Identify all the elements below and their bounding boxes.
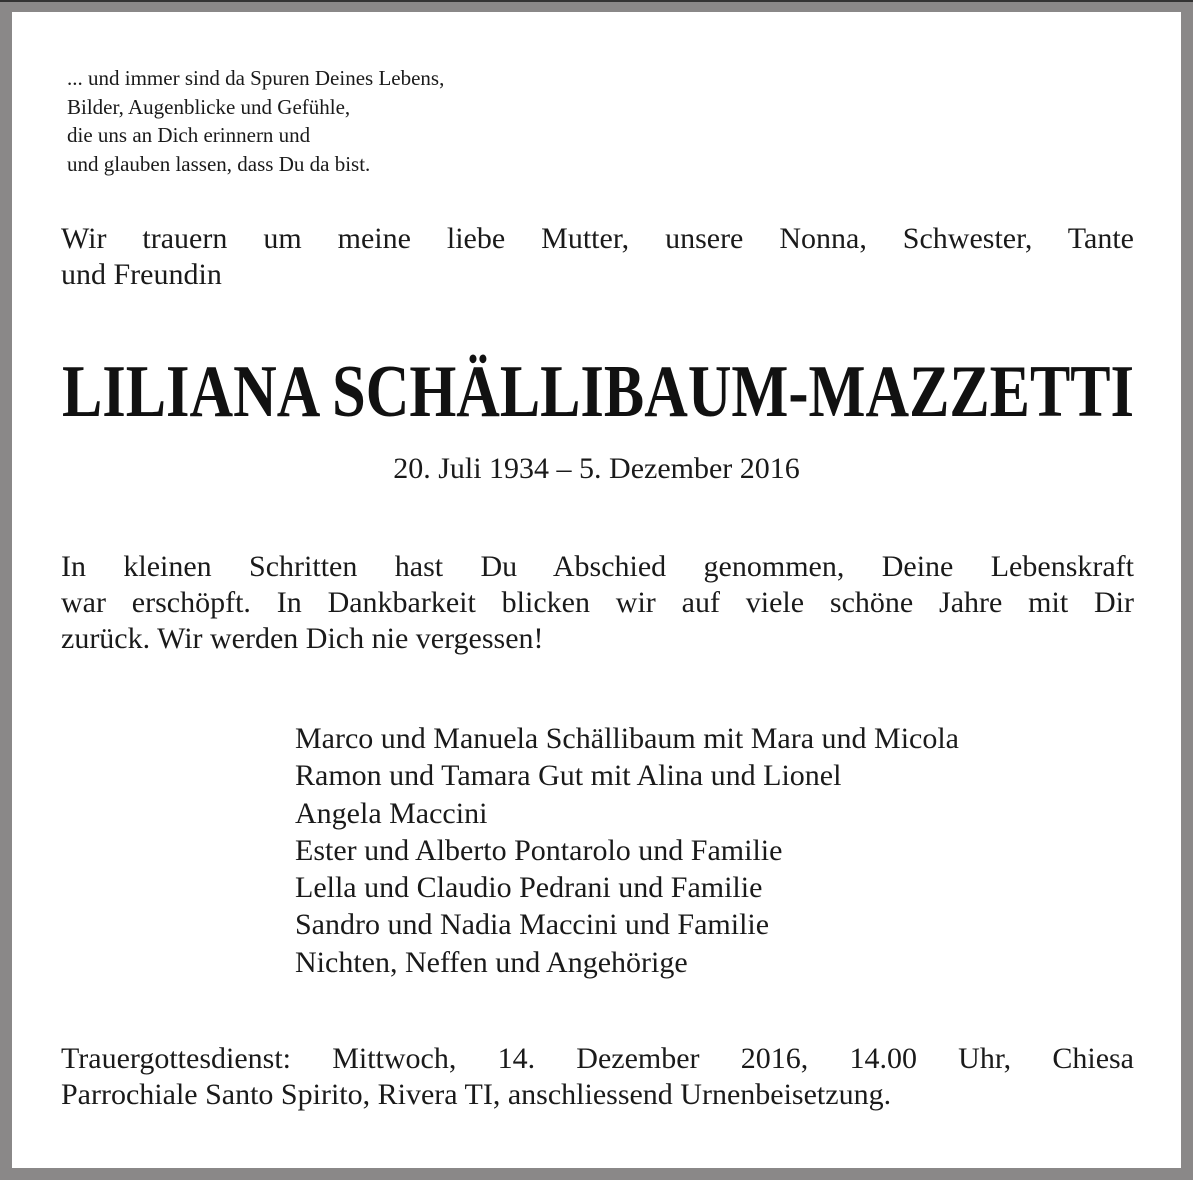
mourners-list (295, 720, 959, 981)
service-info (61, 1041, 1134, 1113)
life-dates: 20. Juli 1934 – 5. Dezember 2016 (393, 452, 800, 485)
mourner: Sandro und Nadia Maccini und Familie (295, 908, 770, 942)
farewell-message (61, 549, 1134, 657)
mourner: Marco und Manuela Schällibaum mit Mara und Micola (295, 722, 959, 755)
deceased-name (62, 352, 1134, 432)
deceased-name-text: LILIANA SCHÄLLIBAUM-MAZZETTI (62, 351, 1134, 433)
message-line: In kleinen Schritten hast Du Abschied genommen, Deine Lebenskraft (61, 550, 1134, 583)
mourner: Ramon und Tamara Gut mit Alina und Lionel (295, 759, 842, 793)
intro-text (61, 221, 1134, 293)
poem-line: die uns an Dich erinnern und (67, 123, 311, 147)
message-line: war erschöpft. In Dankbarkeit blicken wir auf viele schöne Jahre mit Dir (61, 586, 1134, 619)
poem-line: und glauben lassen, dass Du da bist. (67, 151, 371, 176)
service-line: Trauergottesdienst: Mittwoch, 14. Dezember 2016, 14.00 Uhr, Chiesa (61, 1042, 1134, 1075)
intro-line: und Freundin (61, 258, 222, 291)
service-line: Parrochiale Santo Spirito, Rivera TI, anschliessend Urnenbeisetzung. (61, 1078, 892, 1111)
poem (67, 64, 444, 178)
mourner: Nichten, Neffen und Angehörige (295, 945, 688, 979)
frame-top-line (0, 0, 1193, 2)
mourner: Angela Maccini (295, 796, 488, 830)
poem-line: Bilder, Augenblicke und Gefühle, (67, 94, 351, 119)
mourner: Lella und Claudio Pedrani und Familie (295, 871, 763, 905)
message-line: zurück. Wir werden Dich nie vergessen! (61, 622, 544, 655)
poem-line: ... und immer sind da Spuren Deines Lebens, (67, 66, 445, 90)
intro-line: Wir trauern um meine liebe Mutter, unsere Nonna, Schwester, Tante (61, 222, 1134, 255)
mourner: Ester und Alberto Pontarolo und Familie (295, 833, 783, 867)
